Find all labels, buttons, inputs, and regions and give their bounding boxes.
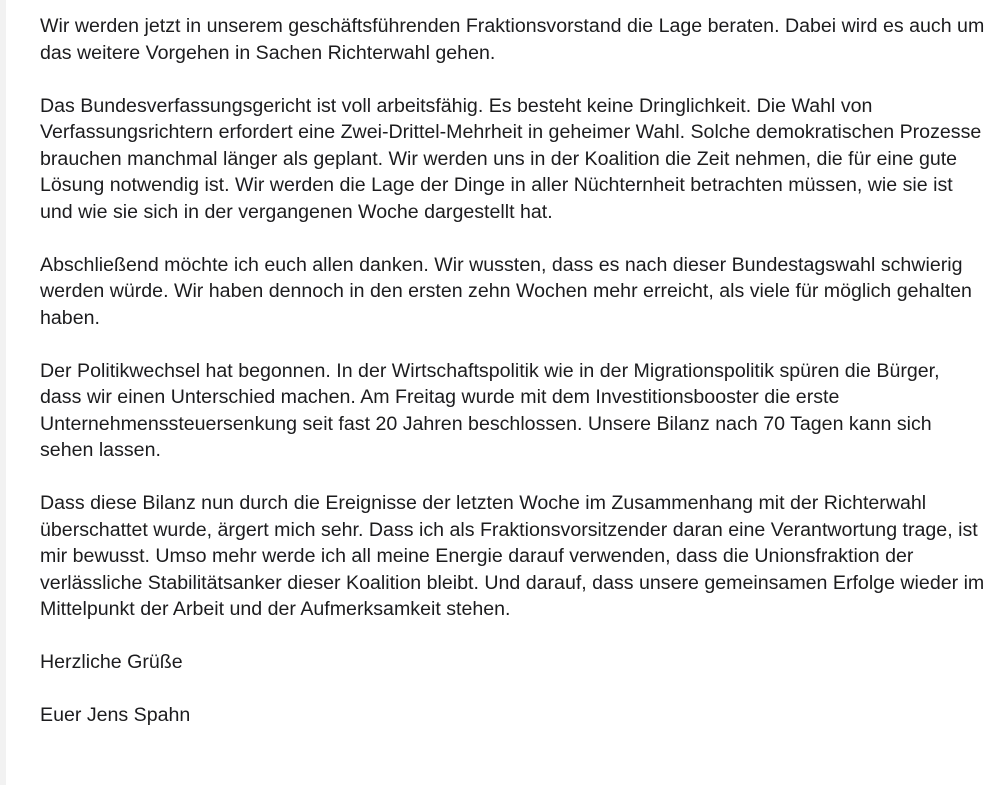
paragraph-policy-change: Der Politikwechsel hat begonnen. In der Wirtschaftspolitik wie in der Migrationspolitik spüren die Bürger, dass wir einen Unterschied machen. Am Freitag wurde mit dem Investitionsbooster die erste Unternehmenssteuersenkung seit fast 20 Jahren beschlossen. Unsere Bilanz nach 70 Tagen kann sich sehen lassen. <box>40 359 940 461</box>
letter-body <box>40 13 985 729</box>
paragraph-thanks: Abschließend möchte ich euch allen danken. Wir wussten, dass es nach dieser Bundestagswahl schwierig werden würde. Wir haben dennoch in den ersten zehn Wochen mehr erreicht, als viele für möglich gehalten haben. <box>40 253 972 329</box>
paragraph-responsibility: Dass diese Bilanz nun durch die Ereignisse der letzten Woche im Zusammenhang mit der Richterwahl überschattet wurde, ärgert mich sehr. Dass ich als Fraktionsvorsitzender daran eine Verantwortung trage, ist mir bewusst. Umso mehr werde ich all meine Energie darauf verwenden, dass die Unionsfraktion der verlässliche Stabilitätsanker dieser Koalition bleibt. Und darauf, dass unsere gemeinsamen Erfolge wieder im Mittelpunkt der Arbeit und der Aufmerksamkeit stehen. <box>40 492 985 620</box>
signature: Euer Jens Spahn <box>40 704 191 726</box>
paragraph-intro: Wir werden jetzt in unserem geschäftsführenden Fraktionsvorstand die Lage beraten. Dabei wird es auch um das weitere Vorgehen in Sachen Richterwahl gehen. <box>40 15 985 64</box>
paragraph-constitutional-court: Das Bundesverfassungsgericht ist voll arbeitsfähig. Es besteht keine Dringlichkeit. Die Wahl von Verfassungsrichtern erfordert eine Zwei-Drittel-Mehrheit in geheimer Wahl. Solche demokratischen Prozesse brauchen manchmal länger als geplant. Wir werden uns in der Koalition die Zeit nehmen, die für eine gute Lösung notwendig ist. Wir werden die Lage der Dinge in aller Nüchternheit betrachten müssen, wie sie ist und wie sie sich in der vergangenen Woche dargestellt hat. <box>40 94 982 223</box>
left-edge-strip <box>0 0 6 785</box>
closing-greeting: Herzliche Grüße <box>40 651 183 673</box>
